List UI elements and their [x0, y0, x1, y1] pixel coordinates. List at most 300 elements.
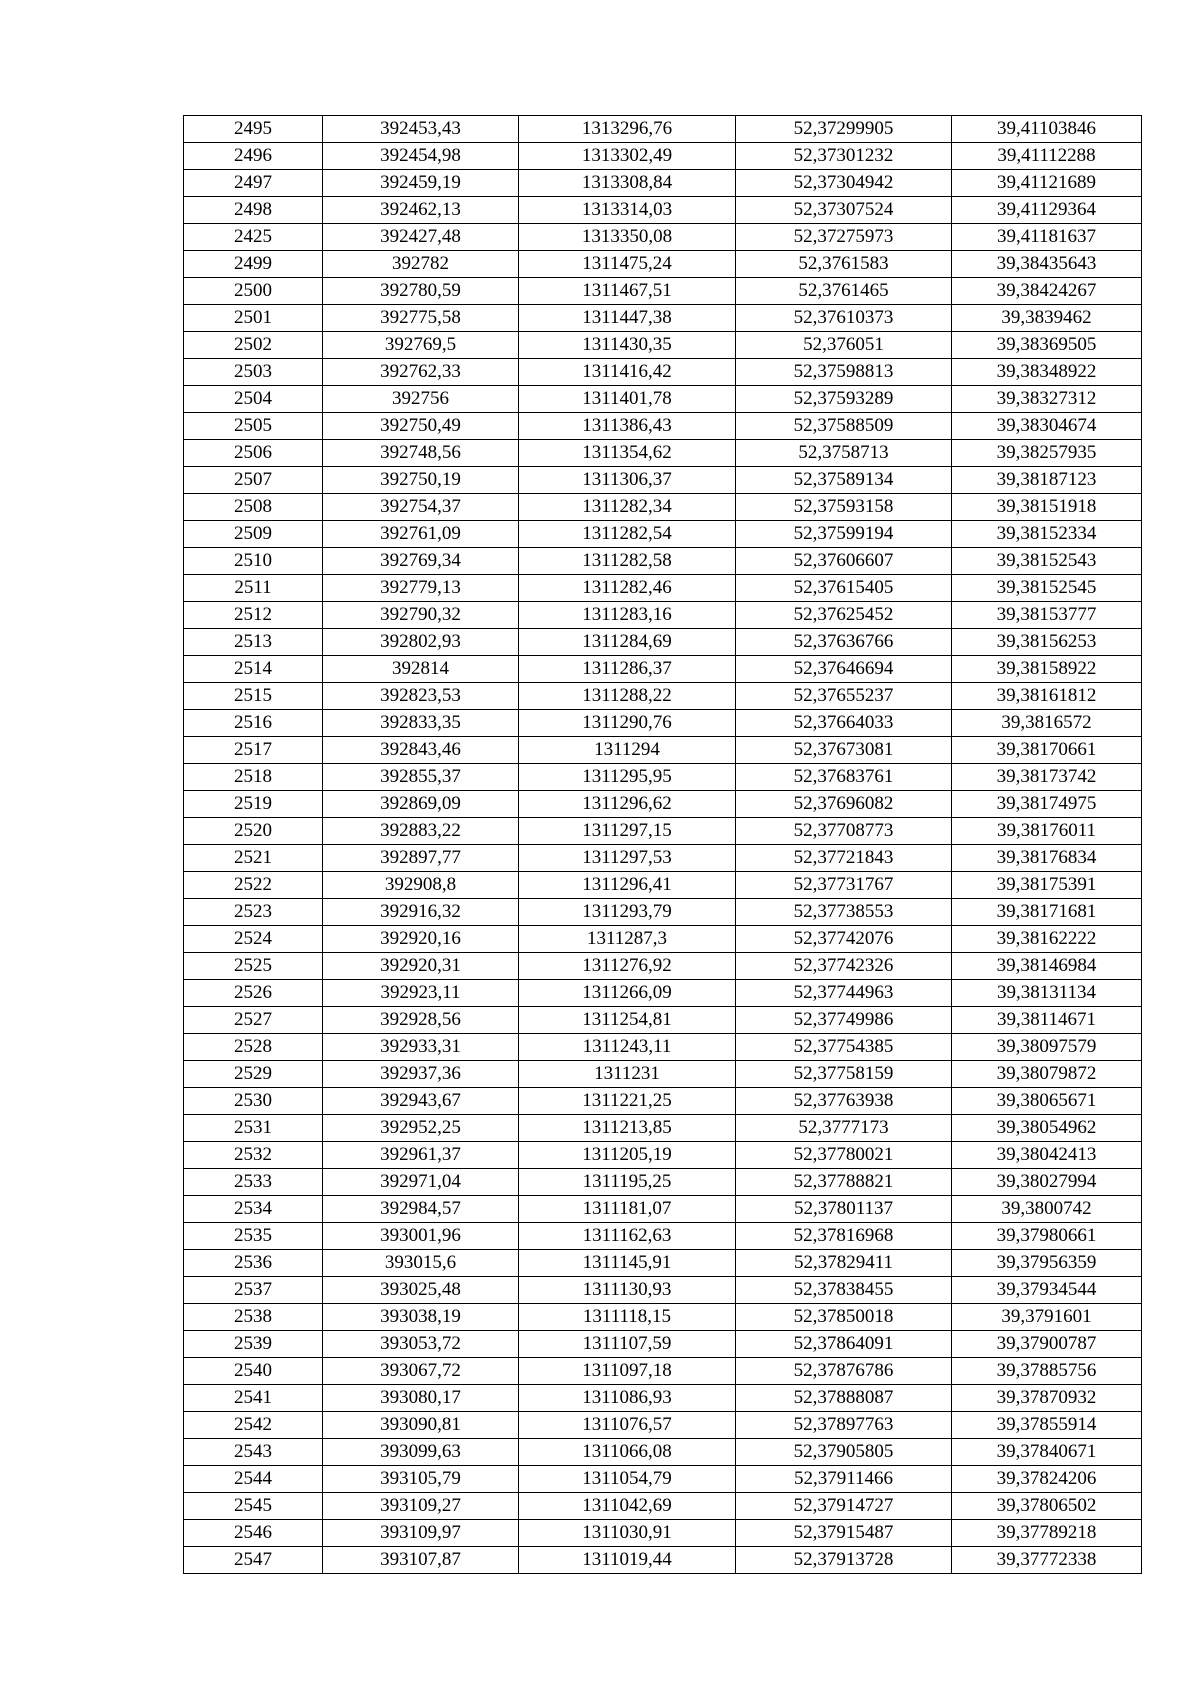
y-coordinate-cell: 1311287,3: [519, 926, 736, 953]
point-number-cell: 2513: [184, 629, 323, 656]
table-row: [184, 1196, 1142, 1223]
longitude-cell: 39,41112288: [952, 143, 1142, 170]
latitude-cell: 52,37911466: [736, 1466, 952, 1493]
latitude-cell: 52,37301232: [736, 143, 952, 170]
point-number-cell: 2533: [184, 1169, 323, 1196]
y-coordinate-cell: 1311145,91: [519, 1250, 736, 1277]
longitude-cell: 39,37956359: [952, 1250, 1142, 1277]
y-coordinate-cell: 1311042,69: [519, 1493, 736, 1520]
point-number-cell: 2515: [184, 683, 323, 710]
table-row: [184, 1115, 1142, 1142]
point-number-cell: 2498: [184, 197, 323, 224]
x-coordinate-cell: 392780,59: [323, 278, 519, 305]
x-coordinate-cell: 392459,19: [323, 170, 519, 197]
longitude-cell: 39,37870932: [952, 1385, 1142, 1412]
table-row: [184, 791, 1142, 818]
latitude-cell: 52,37913728: [736, 1547, 952, 1574]
x-coordinate-cell: 393107,87: [323, 1547, 519, 1574]
x-coordinate-cell: 392761,09: [323, 521, 519, 548]
longitude-cell: 39,38158922: [952, 656, 1142, 683]
y-coordinate-cell: 1311386,43: [519, 413, 736, 440]
x-coordinate-cell: 392775,58: [323, 305, 519, 332]
y-coordinate-cell: 1311097,18: [519, 1358, 736, 1385]
x-coordinate-cell: 392427,48: [323, 224, 519, 251]
point-number-cell: 2538: [184, 1304, 323, 1331]
longitude-cell: 39,37840671: [952, 1439, 1142, 1466]
longitude-cell: 39,37789218: [952, 1520, 1142, 1547]
latitude-cell: 52,37307524: [736, 197, 952, 224]
x-coordinate-cell: 392833,35: [323, 710, 519, 737]
longitude-cell: 39,38156253: [952, 629, 1142, 656]
latitude-cell: 52,37742076: [736, 926, 952, 953]
latitude-cell: 52,37758159: [736, 1061, 952, 1088]
y-coordinate-cell: 1311296,62: [519, 791, 736, 818]
latitude-cell: 52,37593289: [736, 386, 952, 413]
longitude-cell: 39,38162222: [952, 926, 1142, 953]
latitude-cell: 52,37915487: [736, 1520, 952, 1547]
y-coordinate-cell: 1311354,62: [519, 440, 736, 467]
y-coordinate-cell: 1311296,41: [519, 872, 736, 899]
table-row: [184, 575, 1142, 602]
latitude-cell: 52,37599194: [736, 521, 952, 548]
longitude-cell: 39,38152334: [952, 521, 1142, 548]
longitude-cell: 39,41121689: [952, 170, 1142, 197]
point-number-cell: 2425: [184, 224, 323, 251]
y-coordinate-cell: 1311297,53: [519, 845, 736, 872]
y-coordinate-cell: 1311254,81: [519, 1007, 736, 1034]
longitude-cell: 39,38027994: [952, 1169, 1142, 1196]
table-row: [184, 872, 1142, 899]
latitude-cell: 52,37780021: [736, 1142, 952, 1169]
table-row: [184, 980, 1142, 1007]
latitude-cell: 52,37742326: [736, 953, 952, 980]
x-coordinate-cell: 392754,37: [323, 494, 519, 521]
y-coordinate-cell: 1311306,37: [519, 467, 736, 494]
point-number-cell: 2509: [184, 521, 323, 548]
x-coordinate-cell: 393090,81: [323, 1412, 519, 1439]
longitude-cell: 39,3791601: [952, 1304, 1142, 1331]
longitude-cell: 39,38176834: [952, 845, 1142, 872]
point-number-cell: 2540: [184, 1358, 323, 1385]
point-number-cell: 2504: [184, 386, 323, 413]
y-coordinate-cell: 1311243,11: [519, 1034, 736, 1061]
latitude-cell: 52,37673081: [736, 737, 952, 764]
point-number-cell: 2508: [184, 494, 323, 521]
longitude-cell: 39,38174975: [952, 791, 1142, 818]
latitude-cell: 52,37744963: [736, 980, 952, 1007]
latitude-cell: 52,37708773: [736, 818, 952, 845]
latitude-cell: 52,37588509: [736, 413, 952, 440]
point-number-cell: 2501: [184, 305, 323, 332]
x-coordinate-cell: 393099,63: [323, 1439, 519, 1466]
x-coordinate-cell: 392769,34: [323, 548, 519, 575]
latitude-cell: 52,37589134: [736, 467, 952, 494]
latitude-cell: 52,3761583: [736, 251, 952, 278]
latitude-cell: 52,37850018: [736, 1304, 952, 1331]
point-number-cell: 2500: [184, 278, 323, 305]
longitude-cell: 39,37772338: [952, 1547, 1142, 1574]
y-coordinate-cell: 1311401,78: [519, 386, 736, 413]
longitude-cell: 39,38304674: [952, 413, 1142, 440]
longitude-cell: 39,38187123: [952, 467, 1142, 494]
table-row: [184, 683, 1142, 710]
table-row: [184, 1520, 1142, 1547]
y-coordinate-cell: 1311054,79: [519, 1466, 736, 1493]
y-coordinate-cell: 1311286,37: [519, 656, 736, 683]
point-number-cell: 2514: [184, 656, 323, 683]
table-row: [184, 1304, 1142, 1331]
table-row: [184, 1034, 1142, 1061]
y-coordinate-cell: 1311282,58: [519, 548, 736, 575]
table-row: [184, 467, 1142, 494]
x-coordinate-cell: 392937,36: [323, 1061, 519, 1088]
point-number-cell: 2522: [184, 872, 323, 899]
latitude-cell: 52,37304942: [736, 170, 952, 197]
y-coordinate-cell: 1311213,85: [519, 1115, 736, 1142]
coordinates-table-body: [184, 116, 1142, 1574]
point-number-cell: 2528: [184, 1034, 323, 1061]
table-row: [184, 629, 1142, 656]
y-coordinate-cell: 1311430,35: [519, 332, 736, 359]
latitude-cell: 52,37738553: [736, 899, 952, 926]
longitude-cell: 39,38152543: [952, 548, 1142, 575]
latitude-cell: 52,3758713: [736, 440, 952, 467]
table-row: [184, 1142, 1142, 1169]
x-coordinate-cell: 392971,04: [323, 1169, 519, 1196]
x-coordinate-cell: 392908,8: [323, 872, 519, 899]
x-coordinate-cell: 393109,27: [323, 1493, 519, 1520]
longitude-cell: 39,38065671: [952, 1088, 1142, 1115]
point-number-cell: 2510: [184, 548, 323, 575]
x-coordinate-cell: 393067,72: [323, 1358, 519, 1385]
point-number-cell: 2541: [184, 1385, 323, 1412]
point-number-cell: 2535: [184, 1223, 323, 1250]
x-coordinate-cell: 392883,22: [323, 818, 519, 845]
table-row: [184, 1331, 1142, 1358]
table-row: [184, 251, 1142, 278]
point-number-cell: 2506: [184, 440, 323, 467]
longitude-cell: 39,38175391: [952, 872, 1142, 899]
table-row: [184, 953, 1142, 980]
latitude-cell: 52,37683761: [736, 764, 952, 791]
y-coordinate-cell: 1311181,07: [519, 1196, 736, 1223]
y-coordinate-cell: 1311231: [519, 1061, 736, 1088]
x-coordinate-cell: 392454,98: [323, 143, 519, 170]
x-coordinate-cell: 392933,31: [323, 1034, 519, 1061]
point-number-cell: 2525: [184, 953, 323, 980]
x-coordinate-cell: 392750,49: [323, 413, 519, 440]
y-coordinate-cell: 1311447,38: [519, 305, 736, 332]
longitude-cell: 39,37885756: [952, 1358, 1142, 1385]
point-number-cell: 2524: [184, 926, 323, 953]
y-coordinate-cell: 1311475,24: [519, 251, 736, 278]
x-coordinate-cell: 392869,09: [323, 791, 519, 818]
latitude-cell: 52,37888087: [736, 1385, 952, 1412]
longitude-cell: 39,38161812: [952, 683, 1142, 710]
y-coordinate-cell: 1313296,76: [519, 116, 736, 143]
table-row: [184, 278, 1142, 305]
x-coordinate-cell: 392855,37: [323, 764, 519, 791]
latitude-cell: 52,37636766: [736, 629, 952, 656]
x-coordinate-cell: 392920,16: [323, 926, 519, 953]
table-row: [184, 521, 1142, 548]
point-number-cell: 2519: [184, 791, 323, 818]
y-coordinate-cell: 1311130,93: [519, 1277, 736, 1304]
y-coordinate-cell: 1311030,91: [519, 1520, 736, 1547]
y-coordinate-cell: 1311076,57: [519, 1412, 736, 1439]
y-coordinate-cell: 1311294: [519, 737, 736, 764]
table-row: [184, 899, 1142, 926]
table-row: [184, 1250, 1142, 1277]
x-coordinate-cell: 392802,93: [323, 629, 519, 656]
latitude-cell: 52,37788821: [736, 1169, 952, 1196]
latitude-cell: 52,37754385: [736, 1034, 952, 1061]
latitude-cell: 52,37816968: [736, 1223, 952, 1250]
longitude-cell: 39,38131134: [952, 980, 1142, 1007]
point-number-cell: 2545: [184, 1493, 323, 1520]
x-coordinate-cell: 393025,48: [323, 1277, 519, 1304]
table-row: [184, 656, 1142, 683]
point-number-cell: 2516: [184, 710, 323, 737]
latitude-cell: 52,37905805: [736, 1439, 952, 1466]
longitude-cell: 39,38151918: [952, 494, 1142, 521]
table-row: [184, 1088, 1142, 1115]
table-row: [184, 845, 1142, 872]
table-row: [184, 1358, 1142, 1385]
x-coordinate-cell: 392453,43: [323, 116, 519, 143]
y-coordinate-cell: 1311290,76: [519, 710, 736, 737]
x-coordinate-cell: 392923,11: [323, 980, 519, 1007]
longitude-cell: 39,38369505: [952, 332, 1142, 359]
latitude-cell: 52,37914727: [736, 1493, 952, 1520]
point-number-cell: 2503: [184, 359, 323, 386]
longitude-cell: 39,38257935: [952, 440, 1142, 467]
longitude-cell: 39,38348922: [952, 359, 1142, 386]
y-coordinate-cell: 1311086,93: [519, 1385, 736, 1412]
latitude-cell: 52,37838455: [736, 1277, 952, 1304]
x-coordinate-cell: 392823,53: [323, 683, 519, 710]
point-number-cell: 2496: [184, 143, 323, 170]
longitude-cell: 39,38042413: [952, 1142, 1142, 1169]
latitude-cell: 52,37749986: [736, 1007, 952, 1034]
longitude-cell: 39,41181637: [952, 224, 1142, 251]
longitude-cell: 39,38424267: [952, 278, 1142, 305]
table-row: [184, 170, 1142, 197]
latitude-cell: 52,37593158: [736, 494, 952, 521]
longitude-cell: 39,37855914: [952, 1412, 1142, 1439]
longitude-cell: 39,38146984: [952, 953, 1142, 980]
point-number-cell: 2502: [184, 332, 323, 359]
x-coordinate-cell: 392750,19: [323, 467, 519, 494]
point-number-cell: 2512: [184, 602, 323, 629]
table-row: [184, 1223, 1142, 1250]
longitude-cell: 39,38153777: [952, 602, 1142, 629]
y-coordinate-cell: 1311284,69: [519, 629, 736, 656]
table-row: [184, 197, 1142, 224]
latitude-cell: 52,37731767: [736, 872, 952, 899]
x-coordinate-cell: 393080,17: [323, 1385, 519, 1412]
longitude-cell: 39,38327312: [952, 386, 1142, 413]
x-coordinate-cell: 393038,19: [323, 1304, 519, 1331]
y-coordinate-cell: 1311282,46: [519, 575, 736, 602]
table-row: [184, 1493, 1142, 1520]
longitude-cell: 39,38079872: [952, 1061, 1142, 1088]
table-row: [184, 1007, 1142, 1034]
y-coordinate-cell: 1313302,49: [519, 143, 736, 170]
table-row: [184, 494, 1142, 521]
x-coordinate-cell: 392984,57: [323, 1196, 519, 1223]
x-coordinate-cell: 392779,13: [323, 575, 519, 602]
latitude-cell: 52,37655237: [736, 683, 952, 710]
longitude-cell: 39,38097579: [952, 1034, 1142, 1061]
x-coordinate-cell: 392748,56: [323, 440, 519, 467]
x-coordinate-cell: 393053,72: [323, 1331, 519, 1358]
table-row: [184, 143, 1142, 170]
y-coordinate-cell: 1313314,03: [519, 197, 736, 224]
point-number-cell: 2526: [184, 980, 323, 1007]
point-number-cell: 2537: [184, 1277, 323, 1304]
x-coordinate-cell: 392928,56: [323, 1007, 519, 1034]
longitude-cell: 39,38114671: [952, 1007, 1142, 1034]
point-number-cell: 2518: [184, 764, 323, 791]
latitude-cell: 52,37598813: [736, 359, 952, 386]
latitude-cell: 52,37646694: [736, 656, 952, 683]
point-number-cell: 2529: [184, 1061, 323, 1088]
table-row: [184, 926, 1142, 953]
table-row: [184, 1061, 1142, 1088]
latitude-cell: 52,37801137: [736, 1196, 952, 1223]
longitude-cell: 39,37806502: [952, 1493, 1142, 1520]
latitude-cell: 52,37606607: [736, 548, 952, 575]
y-coordinate-cell: 1311195,25: [519, 1169, 736, 1196]
table-row: [184, 1466, 1142, 1493]
latitude-cell: 52,37829411: [736, 1250, 952, 1277]
y-coordinate-cell: 1311288,22: [519, 683, 736, 710]
x-coordinate-cell: 392897,77: [323, 845, 519, 872]
x-coordinate-cell: 392790,32: [323, 602, 519, 629]
y-coordinate-cell: 1311276,92: [519, 953, 736, 980]
x-coordinate-cell: 392843,46: [323, 737, 519, 764]
y-coordinate-cell: 1311467,51: [519, 278, 736, 305]
y-coordinate-cell: 1311118,15: [519, 1304, 736, 1331]
x-coordinate-cell: 393001,96: [323, 1223, 519, 1250]
point-number-cell: 2530: [184, 1088, 323, 1115]
table-row: [184, 1547, 1142, 1574]
table-row: [184, 602, 1142, 629]
longitude-cell: 39,38173742: [952, 764, 1142, 791]
table-row: [184, 737, 1142, 764]
longitude-cell: 39,38176011: [952, 818, 1142, 845]
y-coordinate-cell: 1311416,42: [519, 359, 736, 386]
latitude-cell: 52,3777173: [736, 1115, 952, 1142]
x-coordinate-cell: 392952,25: [323, 1115, 519, 1142]
latitude-cell: 52,37664033: [736, 710, 952, 737]
point-number-cell: 2495: [184, 116, 323, 143]
longitude-cell: 39,3816572: [952, 710, 1142, 737]
longitude-cell: 39,3839462: [952, 305, 1142, 332]
longitude-cell: 39,37824206: [952, 1466, 1142, 1493]
latitude-cell: 52,37299905: [736, 116, 952, 143]
point-number-cell: 2499: [184, 251, 323, 278]
y-coordinate-cell: 1311162,63: [519, 1223, 736, 1250]
y-coordinate-cell: 1311266,09: [519, 980, 736, 1007]
latitude-cell: 52,37696082: [736, 791, 952, 818]
point-number-cell: 2542: [184, 1412, 323, 1439]
point-number-cell: 2511: [184, 575, 323, 602]
table-row: [184, 359, 1142, 386]
table-row: [184, 224, 1142, 251]
point-number-cell: 2534: [184, 1196, 323, 1223]
x-coordinate-cell: 392782: [323, 251, 519, 278]
point-number-cell: 2544: [184, 1466, 323, 1493]
y-coordinate-cell: 1311205,19: [519, 1142, 736, 1169]
longitude-cell: 39,38435643: [952, 251, 1142, 278]
point-number-cell: 2547: [184, 1547, 323, 1574]
y-coordinate-cell: 1311066,08: [519, 1439, 736, 1466]
latitude-cell: 52,3761465: [736, 278, 952, 305]
table-row: [184, 1439, 1142, 1466]
point-number-cell: 2543: [184, 1439, 323, 1466]
latitude-cell: 52,37610373: [736, 305, 952, 332]
table-row: [184, 710, 1142, 737]
table-row: [184, 1412, 1142, 1439]
x-coordinate-cell: 392961,37: [323, 1142, 519, 1169]
latitude-cell: 52,37275973: [736, 224, 952, 251]
y-coordinate-cell: 1311293,79: [519, 899, 736, 926]
latitude-cell: 52,37625452: [736, 602, 952, 629]
y-coordinate-cell: 1311282,34: [519, 494, 736, 521]
x-coordinate-cell: 393109,97: [323, 1520, 519, 1547]
longitude-cell: 39,38171681: [952, 899, 1142, 926]
latitude-cell: 52,37763938: [736, 1088, 952, 1115]
point-number-cell: 2527: [184, 1007, 323, 1034]
point-number-cell: 2521: [184, 845, 323, 872]
longitude-cell: 39,41103846: [952, 116, 1142, 143]
x-coordinate-cell: 392916,32: [323, 899, 519, 926]
y-coordinate-cell: 1311282,54: [519, 521, 736, 548]
latitude-cell: 52,37876786: [736, 1358, 952, 1385]
coordinates-table: [183, 115, 1142, 1574]
table-row: [184, 818, 1142, 845]
y-coordinate-cell: 1313308,84: [519, 170, 736, 197]
longitude-cell: 39,3800742: [952, 1196, 1142, 1223]
x-coordinate-cell: 392943,67: [323, 1088, 519, 1115]
longitude-cell: 39,37980661: [952, 1223, 1142, 1250]
x-coordinate-cell: 392814: [323, 656, 519, 683]
y-coordinate-cell: 1313350,08: [519, 224, 736, 251]
longitude-cell: 39,41129364: [952, 197, 1142, 224]
point-number-cell: 2505: [184, 413, 323, 440]
table-row: [184, 386, 1142, 413]
table-row: [184, 413, 1142, 440]
table-row: [184, 440, 1142, 467]
y-coordinate-cell: 1311297,15: [519, 818, 736, 845]
table-row: [184, 1169, 1142, 1196]
y-coordinate-cell: 1311019,44: [519, 1547, 736, 1574]
table-row: [184, 548, 1142, 575]
longitude-cell: 39,37900787: [952, 1331, 1142, 1358]
table-row: [184, 764, 1142, 791]
point-number-cell: 2520: [184, 818, 323, 845]
point-number-cell: 2546: [184, 1520, 323, 1547]
latitude-cell: 52,37615405: [736, 575, 952, 602]
point-number-cell: 2497: [184, 170, 323, 197]
y-coordinate-cell: 1311295,95: [519, 764, 736, 791]
x-coordinate-cell: 393105,79: [323, 1466, 519, 1493]
table-row: [184, 1385, 1142, 1412]
x-coordinate-cell: 393015,6: [323, 1250, 519, 1277]
longitude-cell: 39,38152545: [952, 575, 1142, 602]
